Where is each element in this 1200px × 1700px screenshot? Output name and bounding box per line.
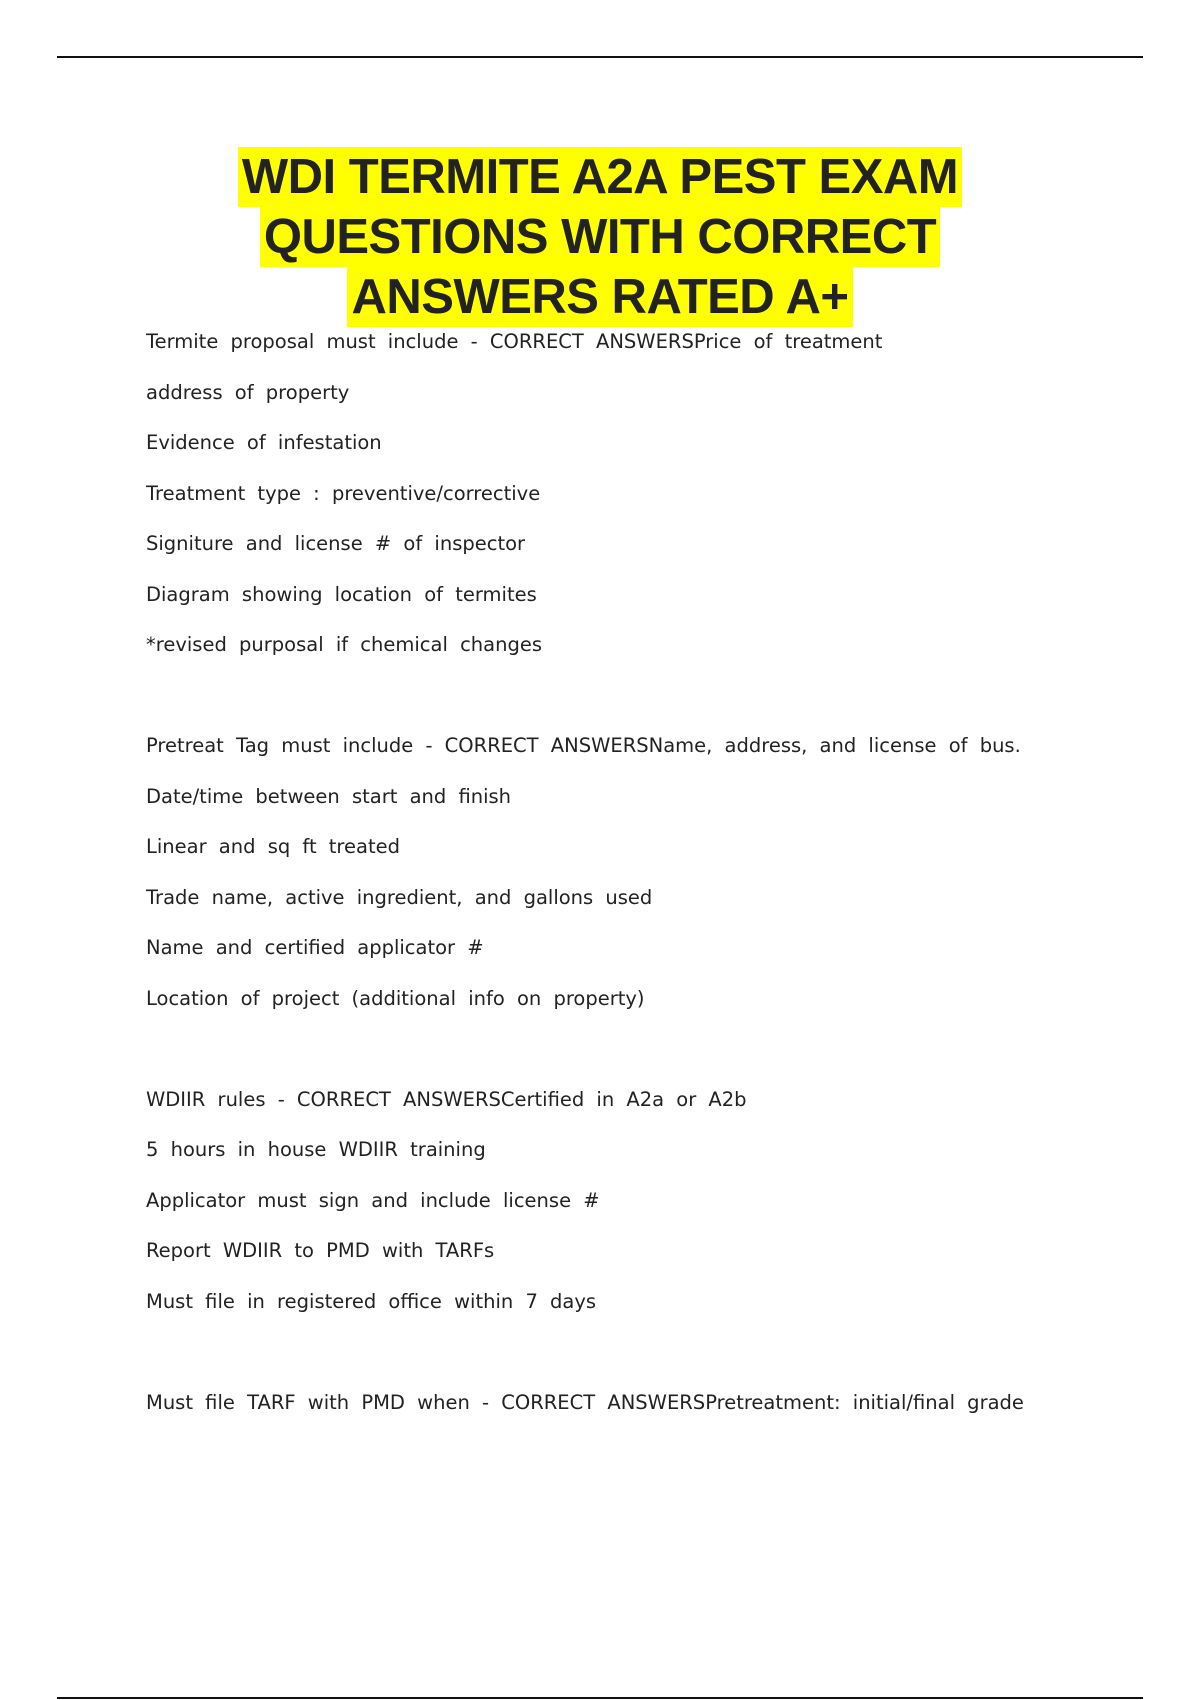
header-rule [57,56,1143,58]
qa-line: Date/time between start and finish [146,784,512,808]
qa-line: Signiture and license # of inspector [146,532,526,555]
qa-line: Diagram showing location of termites [146,582,537,606]
qa-line: Evidence of infestation [146,431,382,454]
qa-line: Must file in registered office within 7 days [146,1289,597,1313]
qa-line: *revised purposal if chemical changes [146,633,542,656]
section-gap [146,1336,1146,1387]
qa-line: Linear and sq ft treated [146,835,400,858]
qa-line: Pretreat Tag must include - CORRECT ANSWERSName, address, and license of bus. [146,734,1021,757]
qa-section-termite-proposal [146,326,1146,680]
qa-line: 5 hours in house WDIIR training [146,1138,486,1161]
qa-line: address of property [146,380,350,404]
section-gap [146,1033,1146,1084]
section-gap [146,680,1146,731]
qa-line: Name and certified applicator # [146,936,484,959]
qa-section-tarf-filing [146,1387,1146,1438]
qa-line: Report WDIIR to PMD with TARFs [146,1239,495,1262]
qa-line: Must file TARF with PMD when - CORRECT ANSWERSPretreatment: initial/final grade [146,1390,1024,1414]
qa-line: Treatment type : preventive/corrective [146,481,541,505]
qa-line: Termite proposal must include - CORRECT ANSWERSPrice of treatment [146,330,883,353]
qa-line: Trade name, active ingredient, and gallons used [146,885,653,909]
footer-rule [57,1697,1143,1699]
title-line-1: WDI TERMITE A2A PEST EXAM [238,147,962,207]
qa-section-wdiir-rules [146,1084,1146,1337]
qa-line: Location of project (additional info on property) [146,986,645,1010]
document-body [146,326,1146,1437]
qa-line: WDIIR rules - CORRECT ANSWERSCertified in A2a or A2b [146,1087,747,1111]
title-line-2: QUESTIONS WITH CORRECT [260,207,940,267]
qa-line: Applicator must sign and include license # [146,1188,600,1212]
title-line-3: ANSWERS RATED A+ [347,267,852,327]
document-title [0,147,1200,327]
qa-section-pretreat-tag [146,730,1146,1033]
